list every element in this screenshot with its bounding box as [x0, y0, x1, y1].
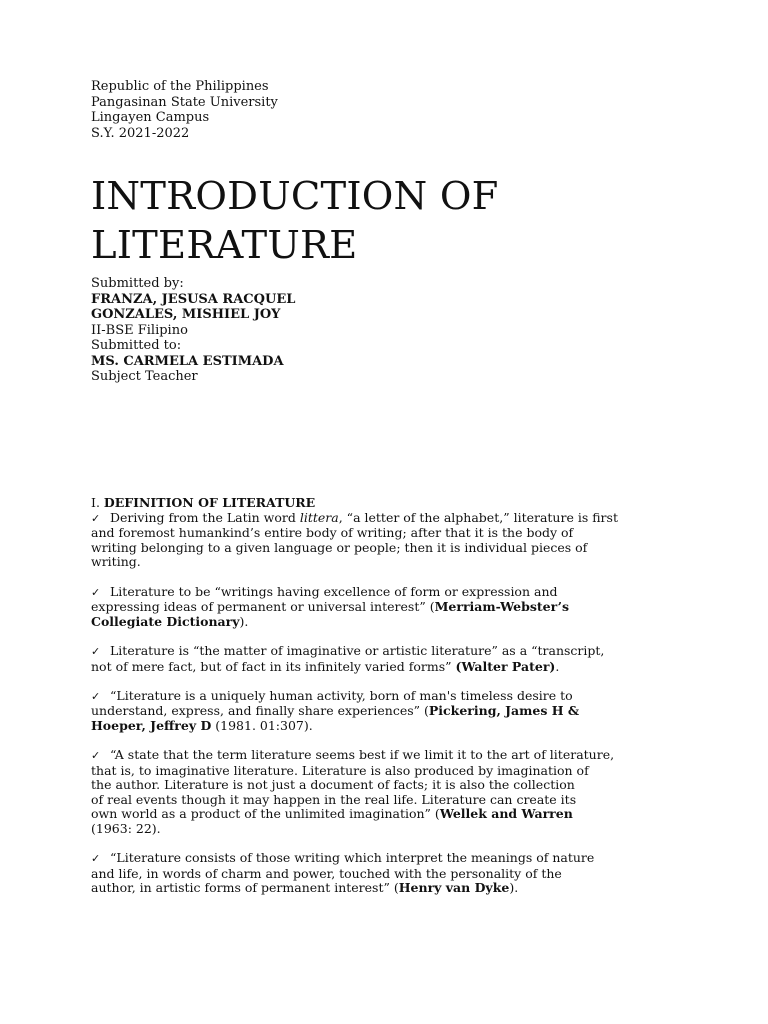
title-line-2: LITERATURE — [91, 223, 358, 268]
submission-details — [91, 276, 691, 385]
author-name-2: GONZALES, MISHIEL JOY — [91, 307, 281, 322]
section-heading — [91, 496, 663, 511]
checkmark-icon: ✓ — [91, 585, 101, 599]
citation-source: Wellek and Warren — [439, 806, 573, 822]
section-number: I. — [91, 495, 100, 510]
teacher-role: Subject Teacher — [91, 369, 198, 384]
citation-source: Collegiate Dictionary — [91, 613, 240, 629]
definition-paragraph-1: ✓ Deriving from the Latin word littera, “a letter of the alphabet,” literature is first and foremost humankind’s entire body of writing; after that it is the body of writing belonging to a given language or people; then it is individual pieces of writing. — [91, 509, 618, 570]
citation-source: Merriam-Webster’s — [434, 599, 570, 615]
citation-source: (Walter Pater) — [455, 658, 556, 674]
checkmark-icon: ✓ — [91, 689, 101, 703]
definition-paragraph-2: ✓ Literature to be “writings having excellence of form or expression and expressing ideas of permanent or universal interest” (Merriam-Webster’s Collegiate Dictionary). — [91, 583, 570, 629]
header-line-university: Pangasinan State University — [91, 94, 278, 110]
citation-source: Hoeper, Jeffrey D — [91, 717, 212, 733]
checkmark-icon: ✓ — [91, 644, 101, 658]
definition-paragraph-5: ✓ “A state that the term literature seems best if we limit it to the art of literature, that is, to imaginative literature. Literature is also produced by imagination of the author. Literature is not just a document of facts; it is also the collection of real events though it may happen in the real life. Literature can create its own world as a product of the unlimited imagination” (Wellek and Warren (1963: 22). — [91, 747, 615, 837]
submitted-by-label: Submitted by: — [91, 276, 184, 291]
citation-source: Pickering, James H & — [428, 703, 580, 719]
checkmark-icon: ✓ — [91, 749, 101, 763]
header-line-country: Republic of the Philippines — [91, 79, 269, 94]
teacher-name: MS. CARMELA ESTIMADA — [91, 353, 284, 369]
section-title: DEFINITION OF LITERATURE — [103, 495, 316, 510]
definition-paragraph-4: ✓ “Literature is a uniquely human activity, born of man's timeless desire to understand, express, and finally share experiences” (Pickering, James H & Hoeper, Jeffrey D (1981. 01:307). — [91, 687, 580, 733]
definition-section — [91, 496, 663, 911]
submitted-to-label: Submitted to: — [91, 338, 182, 353]
latin-term: littera — [299, 509, 339, 525]
checkmark-icon: ✓ — [91, 511, 101, 525]
header-line-school-year: S.Y. 2021-2022 — [91, 125, 190, 141]
class-section: II-BSE Filipino — [91, 322, 188, 338]
institution-header — [91, 79, 691, 141]
checkmark-icon: ✓ — [91, 852, 101, 866]
document-title — [91, 172, 691, 270]
author-name-1: FRANZA, JESUSA RACQUEL — [91, 291, 296, 307]
citation-source: Henry van Dyke — [398, 880, 510, 896]
header-line-campus: Lingayen Campus — [91, 110, 210, 125]
title-line-1: INTRODUCTION OF — [91, 174, 499, 219]
definition-paragraph-6: ✓ “Literature consists of those writing which interpret the meanings of nature and life, in words of charm and power, touched with the personality of the author, in artistic forms of permanent interest” (Henry van Dyke). — [91, 850, 595, 896]
definition-paragraph-3: ✓ Literature is “the matter of imaginative or artistic literature” as a “transcript, not of mere fact, but of fact in its infinitely varied forms” (Walter Pater). — [91, 642, 605, 674]
